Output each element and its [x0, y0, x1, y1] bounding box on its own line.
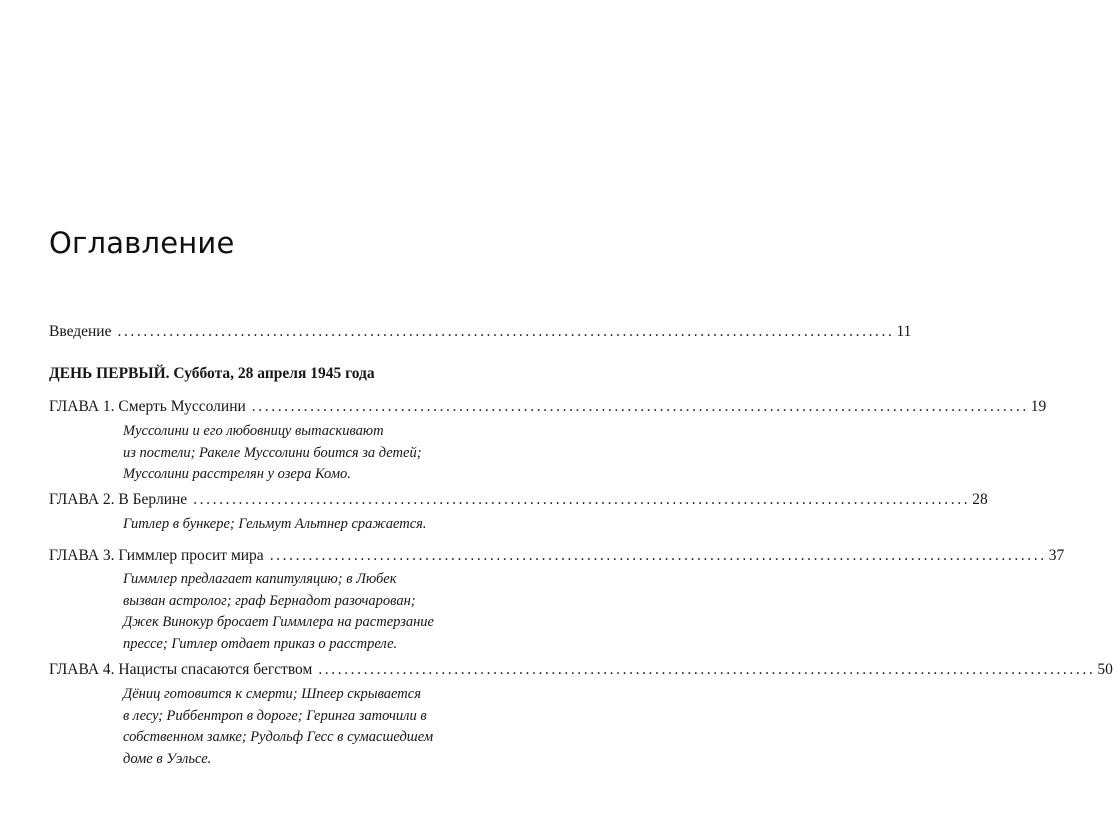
chapter-2-summary [123, 514, 443, 536]
summary-line: Муссолини расстрелян у озера Комо. [123, 466, 351, 482]
chapter-3-summary [123, 569, 443, 655]
summary-line: из постели; Ракеле Муссолини боится за детей; [123, 444, 422, 461]
toc-entry-label: ГЛАВА 2. В Берлине [49, 491, 188, 508]
toc-page-number: 50 [1097, 661, 1113, 678]
toc-entry-label: Введение [49, 323, 112, 340]
toc-entry-label: ГЛАВА 3. Гиммлер просит мира [49, 547, 264, 564]
dot-leader: ........................................................................................................................ [269, 547, 1047, 564]
toc-entry-label: ГЛАВА 4. Нацисты спасаются бегством [49, 661, 313, 678]
summary-line: Муссолини и его любовницу вытаскивают [123, 423, 384, 439]
summary-line: вызван астролог; граф Бернадот разочарован; [123, 592, 416, 609]
toc-entry-chapter-4[interactable] [49, 660, 1113, 680]
toc-entry-chapter-1[interactable] [49, 397, 1047, 417]
summary-line: Джек Винокур бросает Гиммлера на растерзание [123, 614, 434, 630]
toc-page-number: 11 [896, 323, 912, 340]
summary-line: доме в Уэльсе. [123, 750, 212, 767]
dot-leader: ........................................................................................................................ [251, 398, 1029, 415]
page-title: Оглавление [49, 226, 235, 260]
toc-entry-intro[interactable] [49, 322, 912, 342]
summary-line: Гиммлер предлагает капитуляцию; в Любек [123, 571, 397, 587]
toc-entry-chapter-2[interactable] [49, 490, 988, 510]
toc-entry-label: ГЛАВА 1. Смерть Муссолини [49, 398, 246, 415]
summary-line: прессе; Гитлер отдает приказ о расстреле. [123, 635, 398, 652]
dot-leader: ........................................................................................................................ [117, 323, 895, 340]
toc-page-number: 37 [1048, 547, 1065, 564]
summary-line: Дёниц готовится к смерти; Шпеер скрывается [123, 686, 421, 702]
summary-line: Гитлер в бункере; Гельмут Альтнер сражается. [123, 516, 427, 532]
toc-entry-chapter-3[interactable] [49, 546, 1065, 566]
section-heading: ДЕНЬ ПЕРВЫЙ. Суббота, 28 апреля 1945 года [49, 365, 375, 382]
chapter-4-summary [123, 684, 443, 770]
summary-line: в лесу; Риббентроп в дороге; Геринга заточили в [123, 707, 427, 724]
dot-leader: ........................................................................................................................ [193, 491, 971, 508]
toc-page-number: 19 [1030, 398, 1047, 415]
summary-line: собственном замке; Рудольф Гесс в сумасшедшем [123, 729, 434, 745]
dot-leader: ........................................................................................................................ [318, 661, 1096, 678]
chapter-1-summary [123, 421, 443, 486]
toc-page-number: 28 [972, 491, 988, 508]
